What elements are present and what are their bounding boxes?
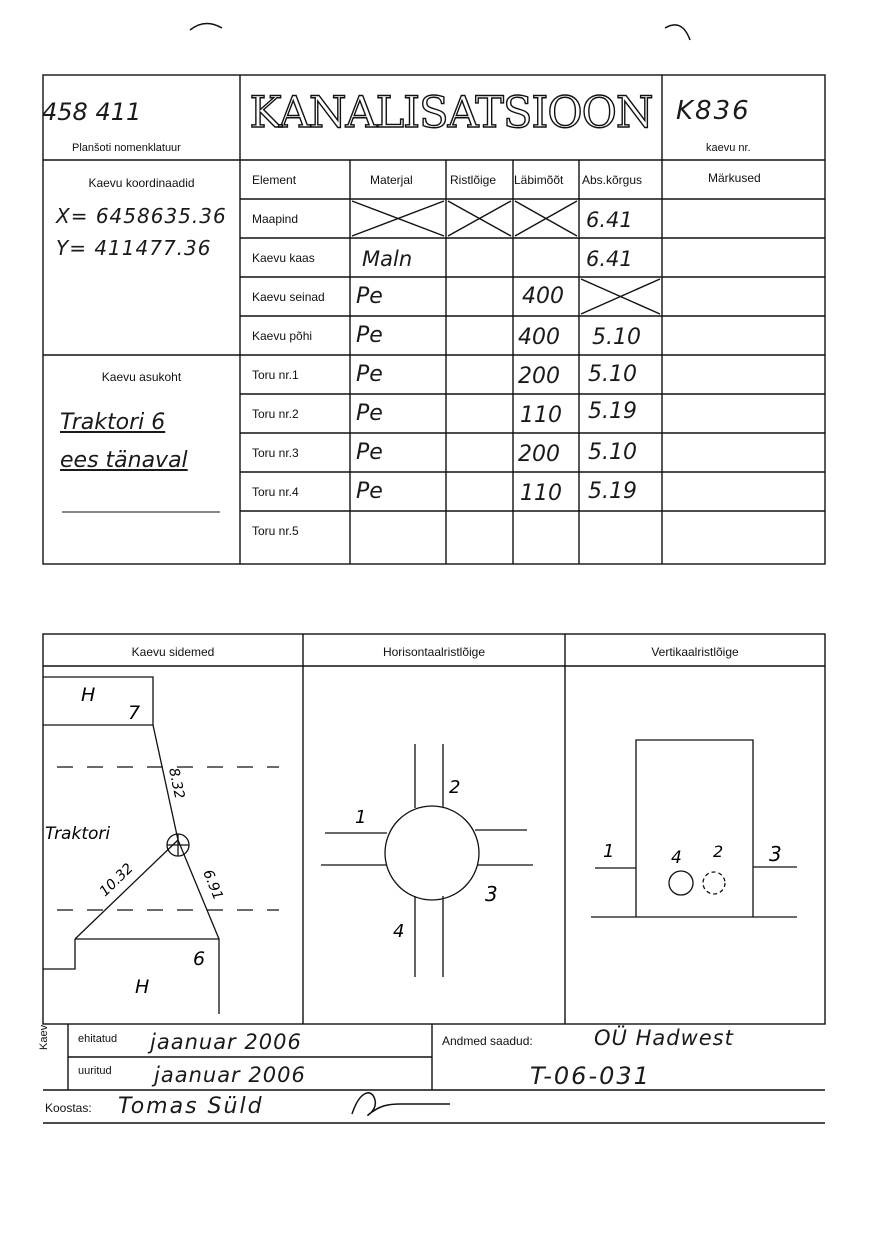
horizontal-pipe-3: 3 (485, 882, 498, 906)
header-abs-height: Abs.kõrgus (582, 173, 643, 187)
row-material: Pe (356, 479, 383, 504)
row-element: Toru nr.4 (252, 485, 299, 499)
sidemed-h-top: H (81, 684, 96, 706)
compiled-value: Tomas Süld (118, 1094, 264, 1119)
row-diameter: 400 (522, 284, 564, 309)
data-code-value: T-06-031 (530, 1062, 651, 1090)
row-diameter: 400 (518, 325, 560, 350)
sidemed-distance-3: 6.91 (199, 867, 226, 903)
data-received-label: Andmed saadud: (442, 1034, 533, 1048)
row-element: Toru nr.5 (252, 524, 299, 538)
location-label: Kaevu asukoht (101, 370, 182, 384)
row-diameter: 200 (518, 364, 560, 389)
row-element: Kaevu seinad (252, 290, 325, 304)
row-height: 5.10 (588, 362, 637, 387)
row-material: Pe (356, 362, 383, 387)
row-material: Pe (356, 323, 383, 348)
row-height: 5.19 (588, 399, 637, 424)
vertical-section-title: Vertikaalristlõige (651, 645, 739, 659)
row-diameter: 110 (520, 403, 562, 428)
built-value: jaanuar 2006 (150, 1030, 302, 1054)
row-element: Toru nr.2 (252, 407, 299, 421)
sidemed-street-label: Traktori (45, 824, 111, 844)
form-title: KANALISATSIOON (249, 88, 653, 138)
header-cross-section: Ristlõige (450, 173, 497, 187)
x-coordinate: X= 6458635.36 (56, 204, 227, 228)
sidemed-sketch (43, 667, 303, 1024)
sidemed-h-bottom: H (135, 976, 150, 998)
horizontal-pipe-4: 4 (393, 921, 405, 942)
horizontal-section-title: Horisontaalristlõige (382, 645, 486, 659)
top-form-grid (0, 0, 874, 580)
row-height: 6.41 (586, 247, 633, 271)
built-label: ehitatud (78, 1033, 118, 1045)
sidemed-distance-1: 8.32 (165, 766, 188, 801)
horizontal-section-sketch (303, 667, 565, 1024)
location-line-1: Traktori 6 (60, 410, 166, 435)
footer-side-label: Kaev (38, 1024, 50, 1050)
row-element: Maapind (252, 212, 299, 226)
row-element: Toru nr.3 (252, 446, 299, 460)
vertical-pipe-4: 4 (671, 848, 682, 868)
vertical-pipe-1: 1 (603, 841, 615, 862)
sidemed-num-7: 7 (128, 702, 141, 724)
row-element: Toru nr.1 (252, 368, 299, 382)
sidemed-num-6: 6 (193, 948, 206, 970)
row-material: Pe (356, 284, 383, 309)
header-element: Element (252, 173, 297, 187)
well-number-label: kaevu nr. (706, 142, 751, 154)
location-line-2: ees tänaval (60, 448, 188, 473)
sidemed-title: Kaevu sidemed (131, 645, 215, 659)
y-coordinate: Y= 411477.36 (56, 236, 212, 260)
horizontal-pipe-1: 1 (355, 807, 367, 828)
vertical-pipe-3: 3 (769, 842, 782, 866)
header-diameter: Läbimõõt (514, 173, 564, 187)
coords-label: Kaevu koordinaadid (88, 176, 195, 190)
header-material: Materjal (370, 173, 413, 187)
row-height: 5.10 (592, 325, 641, 350)
row-height: 5.19 (588, 479, 637, 504)
horizontal-pipe-2: 2 (449, 777, 461, 798)
row-material: Maln (362, 247, 413, 271)
header-notes: Märkused (708, 171, 761, 185)
data-source-value: OÜ Hadwest (594, 1026, 734, 1050)
row-diameter: 200 (518, 442, 560, 467)
plansheet-value: 458 411 (42, 98, 142, 126)
row-height: 5.10 (588, 440, 637, 465)
plansheet-label: Planšoti nomenklatuur (72, 142, 181, 154)
row-height: 6.41 (586, 208, 633, 232)
row-element: Kaevu põhi (252, 329, 313, 343)
vertical-pipe-2: 2 (713, 842, 724, 861)
well-number-value: K836 (676, 96, 751, 126)
row-material: Pe (356, 401, 383, 426)
sidemed-distance-2: 10.32 (96, 860, 137, 900)
row-diameter: 110 (520, 481, 562, 506)
surveyed-value: jaanuar 2006 (154, 1063, 306, 1087)
row-material: Pe (356, 440, 383, 465)
row-element: Kaevu kaas (252, 251, 315, 265)
vertical-section-sketch (565, 667, 825, 1024)
compiled-label: Koostas: (45, 1101, 92, 1115)
surveyed-label: uuritud (78, 1065, 112, 1077)
